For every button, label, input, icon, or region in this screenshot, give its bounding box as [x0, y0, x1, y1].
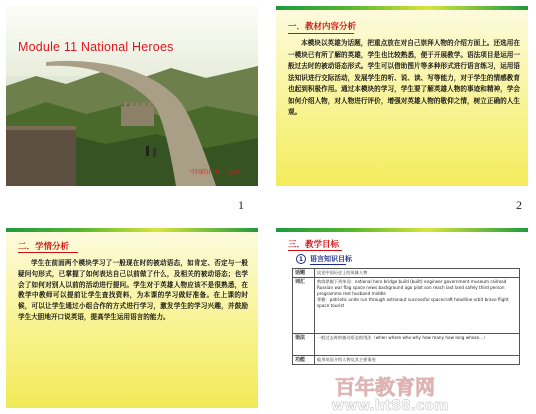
objective-subheading-label: 语言知识目标 [310, 255, 352, 263]
slide-4-heading: 三．教学目标 [288, 240, 340, 250]
row-value: 谈论中国历史上的英雄人物 [315, 269, 520, 278]
table-row [293, 278, 520, 334]
slide-1-caption: 中国的长城·八达岭 [190, 169, 240, 176]
row-key: 词汇 [293, 278, 315, 334]
slide-2-heading-underline [288, 33, 354, 34]
slide-3-stripe [6, 228, 258, 232]
slide-4-stripe [276, 228, 528, 232]
page-number-2: 2 [516, 198, 522, 212]
slide-1-title: Module 11 National Heroes [18, 40, 174, 54]
watermark-line1: 百年教育网 [335, 376, 435, 399]
slide-2-stripe [276, 6, 528, 10]
row-key: 功能 [293, 356, 315, 365]
slide-2-heading: 一．教材内容分析 [288, 22, 357, 32]
objectives-table [292, 268, 520, 365]
table-row [293, 356, 520, 365]
table-row [293, 334, 520, 356]
row-key: 语法 [293, 334, 315, 356]
objective-subheading-underline [310, 264, 346, 265]
slide-4 [276, 228, 528, 408]
slide-3 [6, 228, 258, 408]
watermark-line2: www.ht88.com [331, 398, 449, 412]
slide-2-body: 本模块以英雄为话题，把重点放在对自己崇拜人物的介绍方面上。还选用在一模块已有所了解的英雄，学生也比较熟悉，便于开展教学。语法项目是运用一般过去时的被动语态形式。学生可以借助图片等多种形式进行语言练习，运用语法知识进行交际活动，发展学生的听、说、读、写等能力，对于学生的情感教育也起到积极作用。通过本模块的学习，学生要了解英雄人物的事迹和精神，学会如何介绍人物，对人物进行评价，增强对英雄人物的敬仰之情，树立正确的人生观。 [288, 39, 520, 116]
objective-number: 1 [296, 254, 306, 264]
page-number-1: 1 [238, 198, 244, 212]
row-key: 话题 [293, 269, 315, 278]
slide-3-heading-underline [18, 252, 78, 253]
row-value: 熟练掌握下列单词：national hero bridge build (built) engineer government museum railroad Russian war flag space news background ago pilot son reach last land safely third person programme rest husband middle 掌握：patriotic unite run through astronaut successful spacecraft headline orbit bravo flight space tourist [315, 278, 520, 334]
slide-3-heading: 二．学情分析 [18, 242, 70, 252]
objective-subheading [296, 254, 352, 264]
slide-2 [276, 6, 528, 186]
slide-4-heading-underline [288, 250, 342, 251]
row-value: 能用英语介绍人物及其主要事迹 [315, 356, 520, 365]
great-wall-photo [6, 6, 258, 186]
slide-1 [6, 6, 258, 186]
table-row [293, 269, 520, 278]
slide-3-body: 学生在前面两个模块学习了一般现在时的被动语态，如肯定、否定与一般疑问句形式，已掌握了如何表达自己以前做了什么，及相关的被动语态；也学会了如何对别人以前的活动进行提问。学生对于英雄人物应该不是很熟悉，在教学中教师可以提前让学生查找资料，为本课的学习做好准备。在上课的时候，可以让学生通过小组合作的方式进行学习，激发学生的学习兴趣，并鼓励学生大胆地开口说英语，提高学生运用语言的能力。 [18, 259, 248, 321]
row-value: 一般过去时的被动语态的用法（when where who why how many how long whose...） [315, 334, 520, 356]
